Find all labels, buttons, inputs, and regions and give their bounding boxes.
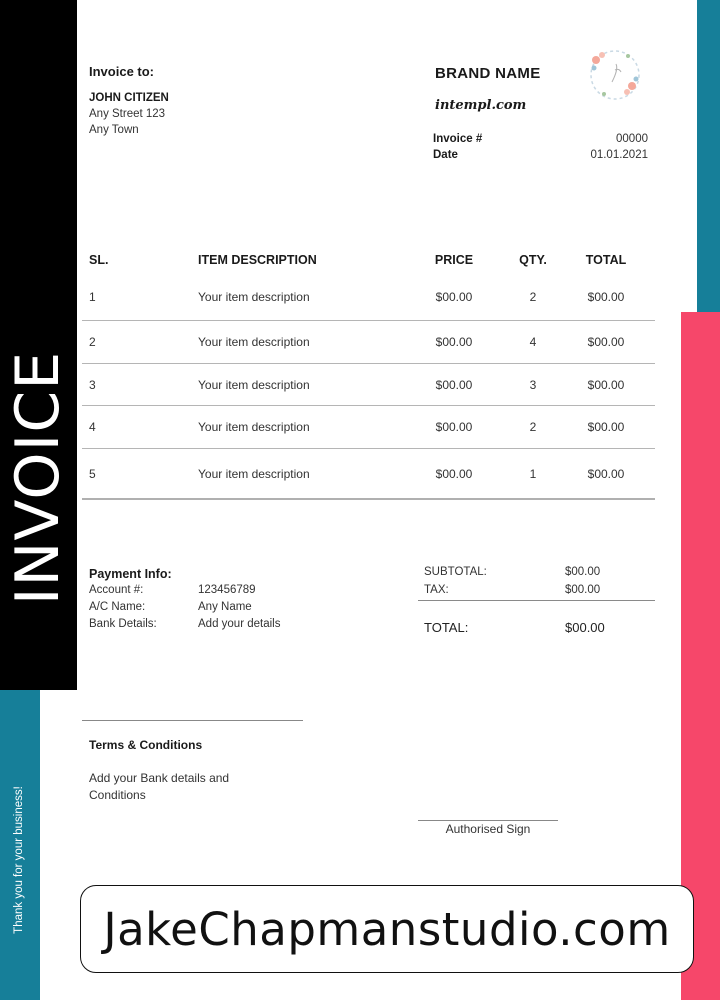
row-5-price: $00.00 [435,467,473,481]
bank-details-label: Bank Details: [89,618,157,630]
row-2-description: Your item description [198,335,310,349]
terms-divider [82,720,303,721]
row-4-qty: 2 [529,420,537,434]
total-label: TOTAL: [424,620,469,635]
client-town: Any Town [89,124,139,136]
row-divider [82,320,655,321]
invoice-to-label: Invoice to: [89,64,155,79]
date-label: Date [433,149,458,161]
tax-value: $00.00 [565,584,601,596]
invoice-number-label: Invoice # [433,133,483,145]
row-divider [82,363,655,364]
total-value: $00.00 [565,620,605,635]
ac-name-value: Any Name [198,601,252,613]
brand-name: BRAND NAME [435,65,541,82]
row-4-price: $00.00 [435,420,473,434]
row-3-sl: 3 [89,378,96,392]
row-divider [82,448,655,449]
vertical-invoice-title: INVOICE [3,350,73,606]
bank-details-value: Add your details [198,618,281,630]
row-4-total: $00.00 [587,420,625,434]
account-value: 123456789 [198,584,256,596]
header-item-description: ITEM DESCRIPTION [198,253,317,267]
client-street: Any Street 123 [89,108,166,120]
date-value: 01.01.2021 [590,149,648,161]
summary-divider [418,600,655,601]
row-5-sl: 5 [89,467,96,481]
invoice-number-value: 00000 [616,133,648,145]
row-3-description: Your item description [198,378,310,392]
authorised-sign-label: Authorised Sign [445,822,531,836]
right-teal-band [697,0,720,312]
row-1-qty: 2 [529,290,537,304]
row-2-total: $00.00 [587,335,625,349]
row-1-price: $00.00 [435,290,473,304]
row-4-sl: 4 [89,420,96,434]
signature-line [418,820,558,821]
header-price: PRICE [434,253,474,267]
row-1-sl: 1 [89,290,96,304]
row-2-sl: 2 [89,335,96,349]
subtotal-label: SUBTOTAL: [424,566,487,578]
floral-wreath-logo-icon [582,44,648,106]
row-1-total: $00.00 [587,290,625,304]
header-qty: QTY. [519,253,547,267]
row-2-qty: 4 [529,335,537,349]
account-label: Account #: [89,584,144,596]
brand-website: intempl.com [435,98,527,113]
client-name: JOHN CITIZEN [89,92,169,104]
row-3-price: $00.00 [435,378,473,392]
watermark-text: JakeChapmanstudio.com [103,902,671,956]
ac-name-label: A/C Name: [89,601,146,613]
row-4-description: Your item description [198,420,310,434]
watermark-box [80,885,694,973]
header-sl: SL. [89,253,109,267]
terms-text: Add your Bank details and Conditions [89,771,230,802]
row-5-total: $00.00 [587,467,625,481]
terms-title: Terms & Conditions [89,738,203,752]
thank-you-text: Thank you for your business! [13,786,25,934]
row-2-price: $00.00 [435,335,473,349]
row-3-qty: 3 [529,378,537,392]
tax-label: TAX: [424,584,449,596]
payment-info-title: Payment Info: [89,567,172,581]
subtotal-value: $00.00 [565,566,601,578]
row-5-description: Your item description [198,467,310,481]
header-total: TOTAL [585,253,627,267]
row-divider [82,405,655,406]
row-3-total: $00.00 [587,378,625,392]
table-bottom-divider [82,498,655,500]
row-1-description: Your item description [198,290,310,304]
row-5-qty: 1 [529,467,537,481]
